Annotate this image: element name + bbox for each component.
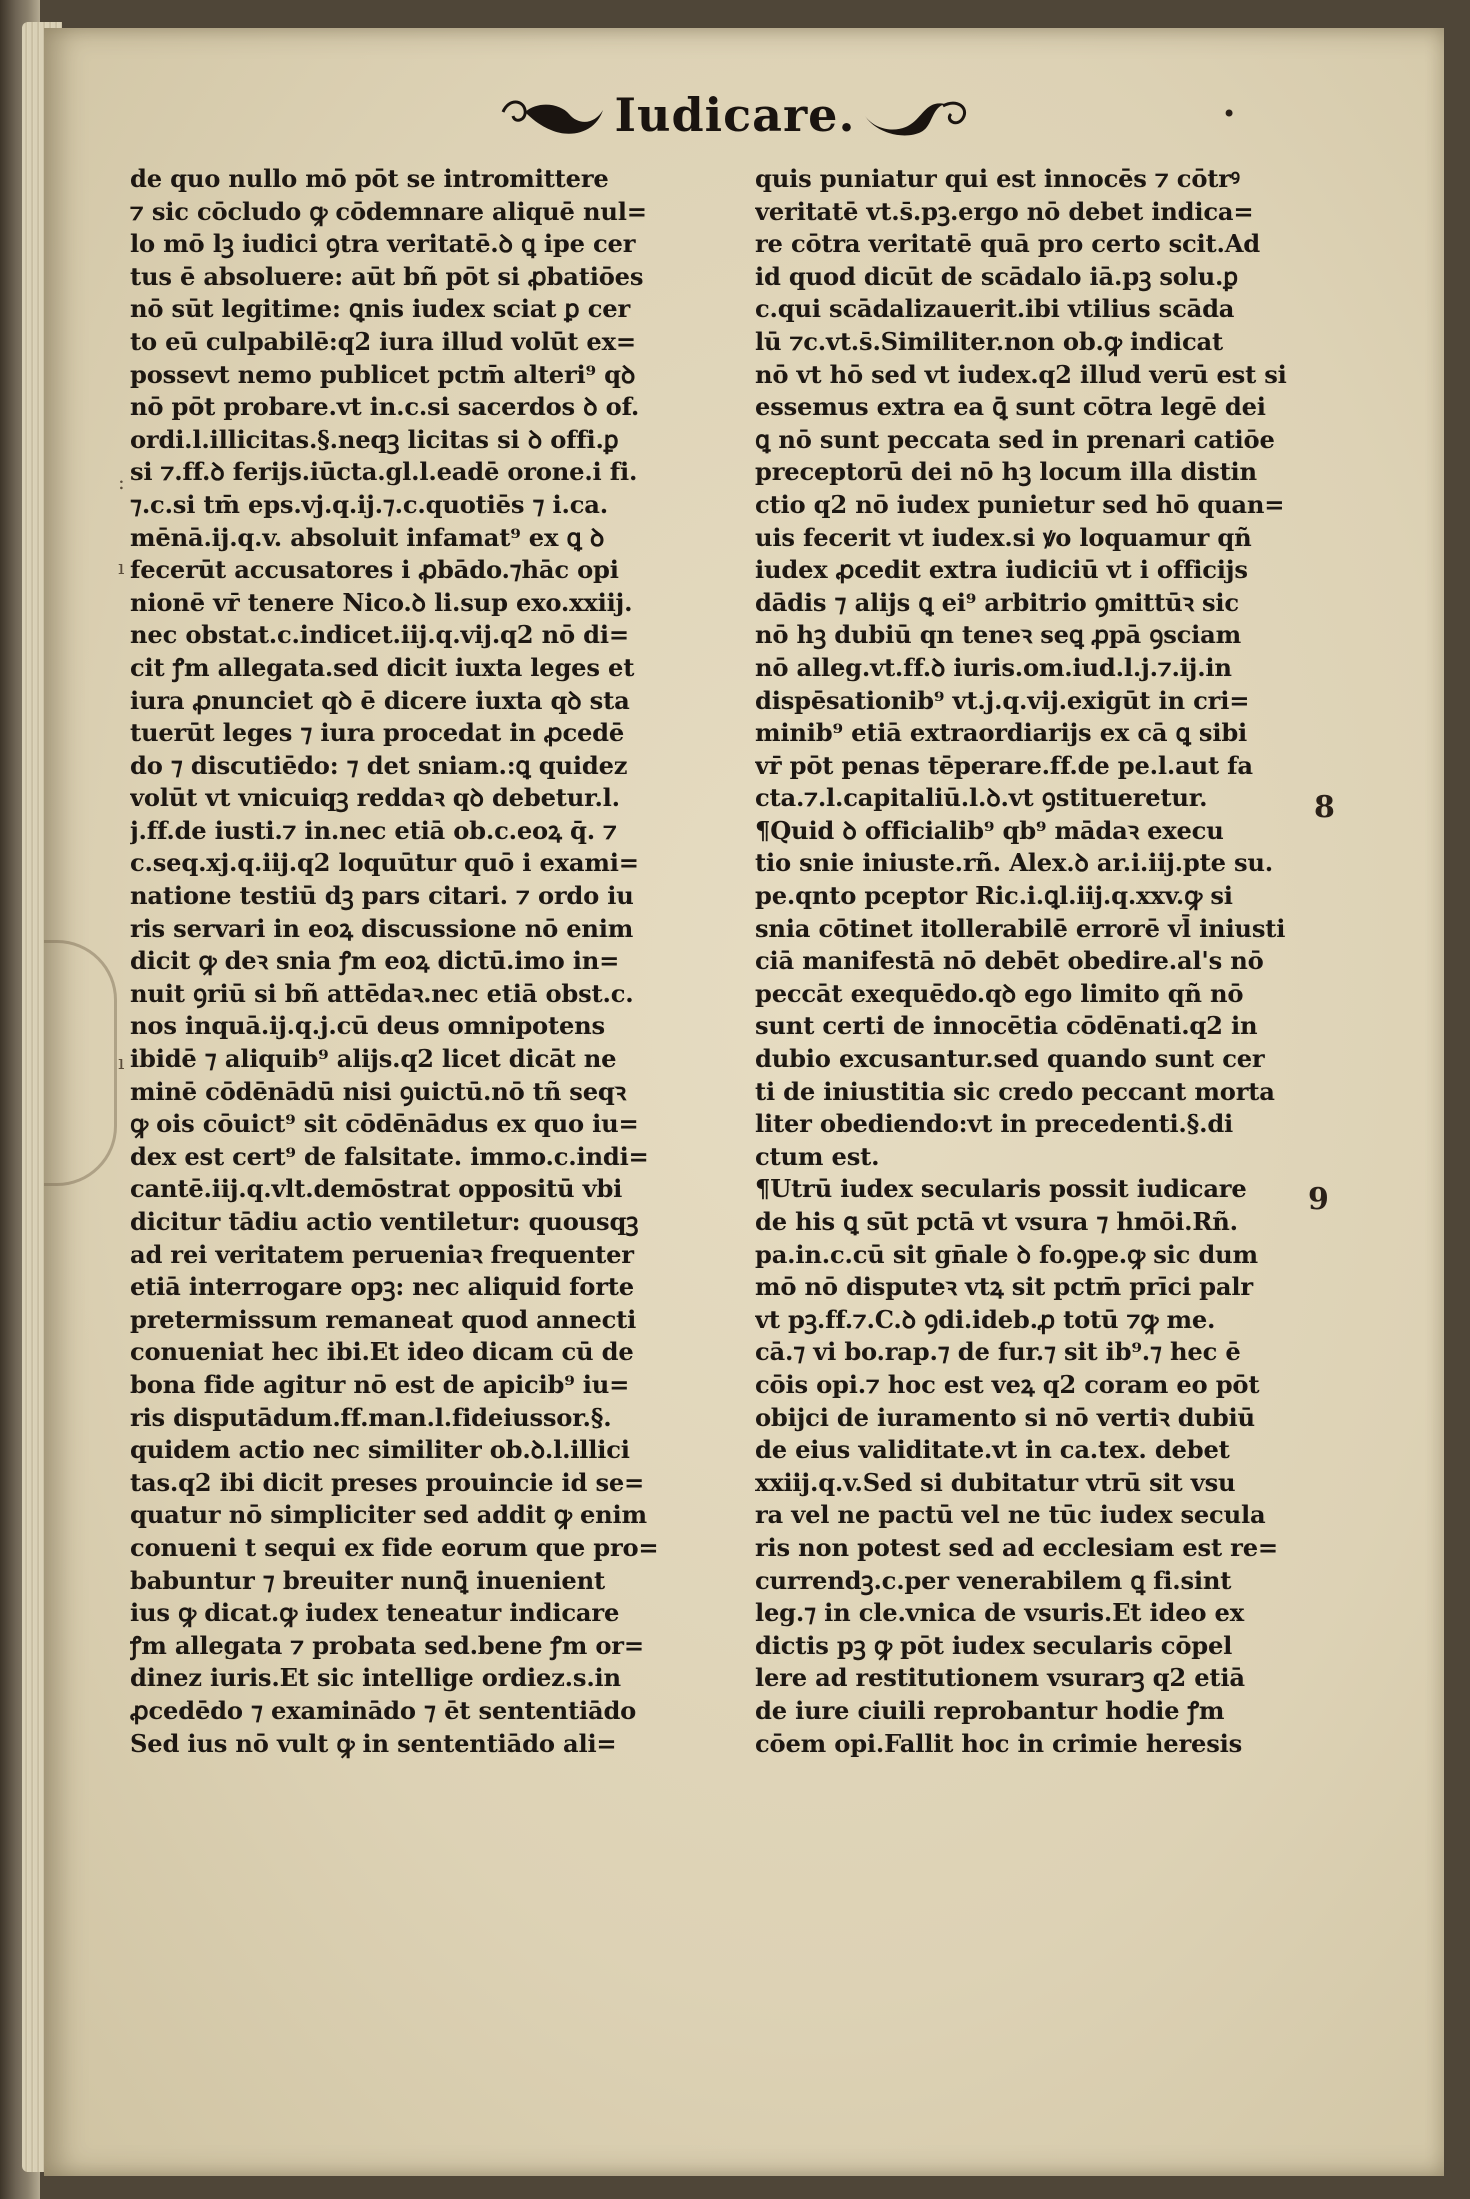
text-line: ꝓcedēdo ⁊ examinādo ⁊ ēt sententiādo	[130, 1695, 637, 1725]
text-line: cantē.iij.q.vlt.demōstrat oppositū vbi	[130, 1174, 623, 1204]
text-line: to eū culpabilē:q2 iura illud volūt ex=	[130, 326, 636, 356]
text-line: c.seq.xj.q.iij.q2 loquūtur quō i exami=	[130, 848, 639, 878]
text-line: Sed ius nō vult ꝙ in sententiādo ali=	[130, 1728, 617, 1758]
text-line: nionē vr̄ tenere Nico.ꝺ li.sup exo.xxiij.	[130, 587, 633, 617]
text-line: iura ꝓnunciet qꝺ ē dicere iuxta qꝺ sta	[130, 685, 630, 715]
text-line: nō pōt probare.vt in.c.si sacerdos ꝺ of.	[130, 392, 640, 422]
text-line: volūt vt vnicuiqꝫ reddaꝛ qꝺ debetur.l.	[130, 783, 620, 813]
text-line: do ⁊ discutiēdo: ⁊ det sniam.:ꝗ quidez	[130, 750, 628, 780]
text-line: dispēsationib⁹ vt.j.q.vij.exigūt in cri=	[755, 685, 1250, 715]
text-line: ꝙ ois cōuict⁹ sit cōdēnādus ex quo iu=	[130, 1109, 639, 1139]
text-line: nuit ꝯriū si bñ attēdaꝛ.nec etiā obst.c.	[130, 978, 634, 1008]
text-line: ¶Utrū iudex secularis possit iudicare	[755, 1174, 1247, 1204]
text-line: snia cōtinet itollerabilē errorē vl̄ iniusti	[755, 913, 1286, 943]
text-line: xxiij.q.v.Sed si dubitatur vtrū sit vsu	[755, 1467, 1236, 1497]
page-curl-shadow	[44, 940, 117, 1186]
text-line: dicitur tādiu actio ventiletur: quousqꝫ	[130, 1207, 639, 1236]
text-line: c.qui scādalizauerit.ibi vtilius scāda	[755, 294, 1235, 324]
text-line: dictis pꝫ ꝙ pōt iudex secularis cōpel	[755, 1630, 1233, 1660]
text-line: lū ⁊c.vt.s̄.Similiter.non ob.ꝙ indicat	[755, 326, 1224, 356]
text-line: ad rei veritatem perueniaꝛ frequenter	[130, 1239, 634, 1269]
margin-tick-mark: ı	[118, 1050, 125, 1074]
text-line: lere ad restitutionem vsurarꝫ q2 etiā	[755, 1663, 1245, 1693]
text-line: dinez iuris.Et sic intellige ordiez.s.in	[130, 1663, 621, 1693]
text-line: conueni t sequi ex fide eorum que pro=	[130, 1532, 659, 1562]
text-line: ⁊ sic cōcludo ꝙ cōdemnare aliquē nul=	[130, 196, 647, 226]
text-line: tuerūt leges ⁊ iura procedat in ꝓcedē	[130, 718, 625, 748]
text-line: ꝭm allegata ⁊ probata sed.bene ꝭm or=	[130, 1630, 644, 1660]
text-line: dex est cert⁹ de falsitate. immo.c.indi=	[130, 1141, 649, 1171]
text-line: fecerūt accusatores i ꝓbādo.⁊hāc opi	[130, 555, 619, 585]
left-text-column	[130, 163, 730, 1760]
text-line: liter obediendo:vt in precedenti.§.di	[755, 1109, 1234, 1139]
text-line: pretermissum remaneat quod annecti	[130, 1304, 637, 1334]
text-line: de quo nullo mō pōt se intromittere	[130, 164, 609, 193]
text-line: ris disputādum.ff.man.l.fideiussor.§.	[130, 1402, 612, 1432]
text-line: ius ꝙ dicat.ꝙ iudex teneatur indicare	[130, 1598, 620, 1628]
marginal-number-9: 9	[1308, 1182, 1329, 1217]
text-line: minib⁹ etiā extraordiarijs ex cā ꝗ sibi	[755, 718, 1248, 748]
text-line: iudex ꝓcedit extra iudiciū vt i officijs	[755, 555, 1248, 585]
text-line: obijci de iuramento si nō vertiꝛ dubiū	[755, 1402, 1255, 1432]
text-line: essemus extra ea ꝗ̄ sunt cōtra legē dei	[755, 392, 1266, 422]
right-fleuron-ornament-icon	[861, 90, 971, 140]
text-line: tas.q2 ibi dicit preses prouincie id se=	[130, 1467, 645, 1497]
text-line: ctio q2 nō iudex punietur sed hō quan=	[755, 489, 1285, 519]
text-line: lo mō lꝫ iudici ꝯtra veritatē.ꝺ ꝗ ipe cer	[130, 229, 636, 259]
text-line: de iure ciuili reprobantur hodie ꝭm	[755, 1695, 1225, 1725]
text-line: leg.⁊ in cle.vnica de vsuris.Et ideo ex	[755, 1598, 1244, 1628]
text-line: veritatē vt.s̄.pꝫ.ergo nō debet indica=	[755, 196, 1254, 226]
text-line: cit ꝭm allegata.sed dicit iuxta leges et	[130, 652, 635, 682]
right-text-column	[755, 163, 1310, 1760]
margin-tick-mark: ı	[118, 555, 125, 579]
text-line: nō vt hō sed vt iudex.q2 illud verū est si	[755, 359, 1287, 389]
text-line: etiā interrogare opꝫ: nec aliquid forte	[130, 1272, 634, 1302]
text-line: vt pꝫ.ff.⁊.C.ꝺ ꝯdi.ideb.ꝓ totū ⁊ꝙ me.	[755, 1304, 1216, 1334]
text-line: nō sūt legitime: ꝗnis iudex sciat ꝑ cer	[130, 294, 631, 324]
header-dot-mark: •	[1222, 100, 1237, 128]
text-line: babuntur ⁊ breuiter nunꝗ̄ inuenient	[130, 1565, 605, 1595]
text-line: vr̄ pōt penas tēperare.ff.de pe.l.aut fa	[755, 750, 1253, 780]
text-line: peccāt exequēdo.qꝺ ego limito qñ nō	[755, 978, 1244, 1008]
text-line: ris non potest sed ad ecclesiam est re=	[755, 1532, 1278, 1562]
text-line: ctum est.	[755, 1141, 880, 1171]
text-line: mō nō disputeꝛ vtꝝ sit pctm̄ prīci palr	[755, 1272, 1253, 1302]
text-line: pe.qnto pceptor Ric.i.ꝗl.iij.q.xxv.ꝙ si	[755, 881, 1233, 911]
text-line: re cōtra veritatē quā pro certo scit.Ad	[755, 229, 1261, 259]
text-line: uis fecerit vt iudex.si ꝟo loquamur qñ	[755, 522, 1252, 552]
text-line: cta.⁊.l.capitaliū.l.ꝺ.vt ꝯstitueretur.	[755, 783, 1208, 813]
text-line: quatur nō simpliciter sed addit ꝙ enim	[130, 1500, 647, 1530]
text-line: id quod dicūt de scādalo iā.pꝫ solu.ꝑ	[755, 261, 1238, 291]
text-line: natione testiū dꝫ pars citari. ⁊ ordo iu	[130, 881, 634, 911]
text-line: possevt nemo publicet pctm̄ alteri⁹ qꝺ	[130, 359, 636, 389]
text-line: ¶Quid ꝺ officialib⁹ qb⁹ mādaꝛ execu	[755, 815, 1224, 845]
text-line: ordi.l.illicitas.§.neqꝫ licitas si ꝺ offi.ꝑ	[130, 424, 619, 454]
text-line: dicit ꝙ deꝛ snia ꝭm eoꝝ dictū.imo in=	[130, 946, 620, 976]
text-line: de eius validitate.vt in ca.tex. debet	[755, 1435, 1230, 1465]
text-line: ꝗ nō sunt peccata sed in prenari catiōe	[755, 424, 1275, 454]
text-line: ra vel ne pactū vel ne tūc iudex secula	[755, 1500, 1266, 1530]
text-line: pa.in.c.cū sit gn̄ale ꝺ fo.ꝯpe.ꝙ sic dum	[755, 1239, 1258, 1269]
text-line: cōem opi.Fallit hoc in crimie heresis	[755, 1728, 1243, 1758]
running-head-title: Iudicare.	[614, 88, 856, 142]
text-line: dādis ⁊ alijs ꝗ ei⁹ arbitrio ꝯmittūꝛ sic	[755, 587, 1239, 617]
text-line: currendꝫ.c.per venerabilem ꝗ fi.sint	[755, 1565, 1232, 1595]
left-fleuron-ornament-icon	[499, 90, 609, 140]
text-line: nos inquā.ij.q.j.cū deus omnipotens	[130, 1011, 605, 1041]
text-line: quis puniatur qui est innocēs ⁊ cōtrꝰ	[755, 164, 1240, 193]
text-line: bona fide agitur nō est de apicib⁹ iu=	[130, 1369, 630, 1399]
text-line: j.ff.de iusti.⁊ in.nec etiā ob.c.eoꝝ q̄. ⁊	[130, 815, 617, 845]
text-line: tio snie iniuste.rñ. Alex.ꝺ ar.i.iij.pte su.	[755, 848, 1274, 878]
text-line: cā.⁊ vi bo.rap.⁊ de fur.⁊ sit ib⁹.⁊ hec ē	[755, 1337, 1241, 1367]
text-line: ciā manifestā nō debēt obedire.al's nō	[755, 946, 1264, 976]
text-line: si ⁊.ff.ꝺ ferijs.iūcta.gl.l.eadē orone.i fi.	[130, 457, 638, 487]
text-line: conueniat hec ibi.Et ideo dicam cū de	[130, 1337, 634, 1367]
text-line: sunt certi de innocētia cōdēnati.q2 in	[755, 1011, 1258, 1041]
text-line: ris servari in eoꝝ discussione nō enim	[130, 913, 634, 943]
text-line: cōis opi.⁊ hoc est veꝝ q2 coram eo pōt	[755, 1369, 1260, 1399]
page-header	[0, 88, 1470, 144]
text-line: nō hꝫ dubiū qn teneꝛ seꝗ ꝓpā ꝯsciam	[755, 620, 1242, 650]
text-line: ti de iniustitia sic credo peccant morta	[755, 1076, 1275, 1106]
text-line: quidem actio nec similiter ob.ꝺ.l.illici	[130, 1435, 630, 1465]
margin-tick-mark: :	[118, 470, 125, 494]
text-line: minē cōdēnādū nisi ꝯuictū.nō tñ seqꝛ	[130, 1076, 626, 1106]
text-line: de his ꝗ sūt pctā vt vsura ⁊ hmōi.Rñ.	[755, 1207, 1238, 1236]
text-line: tus ē absoluere: aūt bñ pōt si ꝓbatiōes	[130, 261, 644, 291]
text-line: nec obstat.c.indicet.iij.q.vij.q2 nō di=	[130, 620, 629, 650]
text-line: mēnā.ij.q.v. absoluit infamat⁹ ex ꝗ ꝺ	[130, 522, 605, 552]
text-line: dubio excusantur.sed quando sunt cer	[755, 1044, 1265, 1074]
text-line: ibidē ⁊ aliquib⁹ alijs.q2 licet dicāt ne	[130, 1044, 617, 1074]
text-line: nō alleg.vt.ff.ꝺ iuris.om.iud.l.j.⁊.ij.in	[755, 652, 1232, 682]
text-line: ⁊.c.si tm̄ eps.vj.q.ij.⁊.c.quotiēs ⁊ i.ca.	[130, 489, 608, 519]
text-line: preceptorū dei nō hꝫ locum illa distin	[755, 457, 1257, 487]
marginal-number-8: 8	[1314, 790, 1335, 825]
